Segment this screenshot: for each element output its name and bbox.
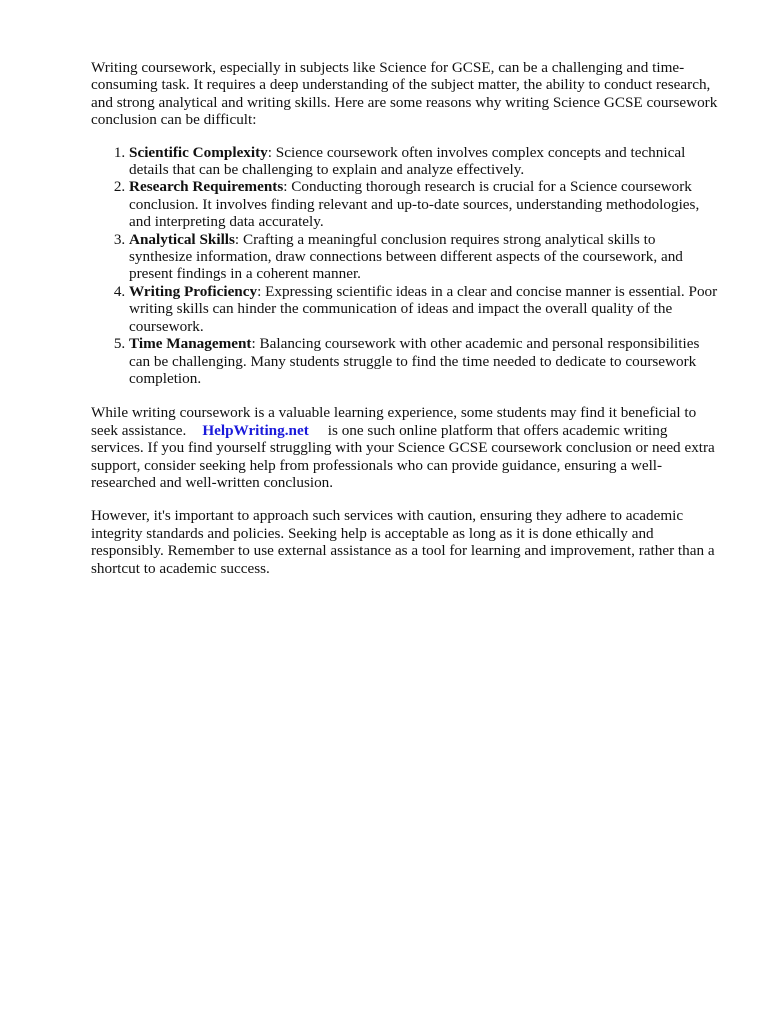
reason-title: Writing Proficiency (129, 282, 258, 300)
reason-title: Scientific Complexity (129, 143, 268, 161)
reason-title: Research Requirements (129, 178, 284, 196)
assistance-text-before: While writing coursework is a valuable learning experience, some students may find it beneficial to seek assistance. (91, 404, 697, 439)
reason-text: : Science coursework often involves complex concepts and technical details that can be challenging to explain and analyze effectively. (129, 143, 686, 179)
reason-text: : Expressing scientific ideas in a clear and concise manner is essential. Poor writing skills can hinder the communication of ideas and impact the overall quality of the coursework. (129, 282, 718, 335)
reason-title: Time Management (129, 335, 252, 353)
intro-paragraph: Writing coursework, especially in subjects like Science for GCSE, can be a challenging and time-consuming task. It requires a deep understanding of the subject matter, the ability to conduct research, and strong analytical and writing skills. Here are some reasons why writing Science GCSE coursework conclusion can be difficult: (91, 59, 718, 129)
document-page (91, 59, 721, 577)
list-item (129, 231, 721, 283)
list-item (129, 283, 721, 335)
list-item (129, 144, 721, 179)
reason-title: Analytical Skills (129, 230, 235, 248)
reason-text: : Crafting a meaningful conclusion requires strong analytical skills to synthesize information, draw connections between different aspects of the coursework, and present findings in a coherent manner. (129, 230, 683, 283)
helpwriting-link[interactable]: HelpWriting.net (202, 421, 309, 439)
assistance-text-after: is one such online platform that offers academic writing services. If you find yourself struggling with your Science GCSE coursework conclusion or need extra support, consider seeking help from professionals who can provide guidance, ensuring a well-researched and well-written conclusion. (91, 421, 715, 491)
reason-text: : Conducting thorough research is crucial for a Science coursework conclusion. It involves finding relevant and up-to-date sources, understanding methodologies, and interpreting data accurately. (129, 178, 700, 231)
list-item (129, 335, 721, 387)
reasons-list (91, 144, 721, 388)
reason-text: : Balancing coursework with other academic and personal responsibilities can be challenging. Many students struggle to find the time needed to dedicate to coursework completion. (129, 335, 700, 387)
assistance-paragraph (91, 404, 721, 491)
caution-paragraph: However, it's important to approach such services with caution, ensuring they adhere to academic integrity standards and policies. Seeking help is acceptable as long as it is done ethically and responsibly. Remember to use external assistance as a tool for learning and improvement, rather than a shortcut to academic success. (91, 507, 715, 577)
list-item (129, 178, 721, 230)
